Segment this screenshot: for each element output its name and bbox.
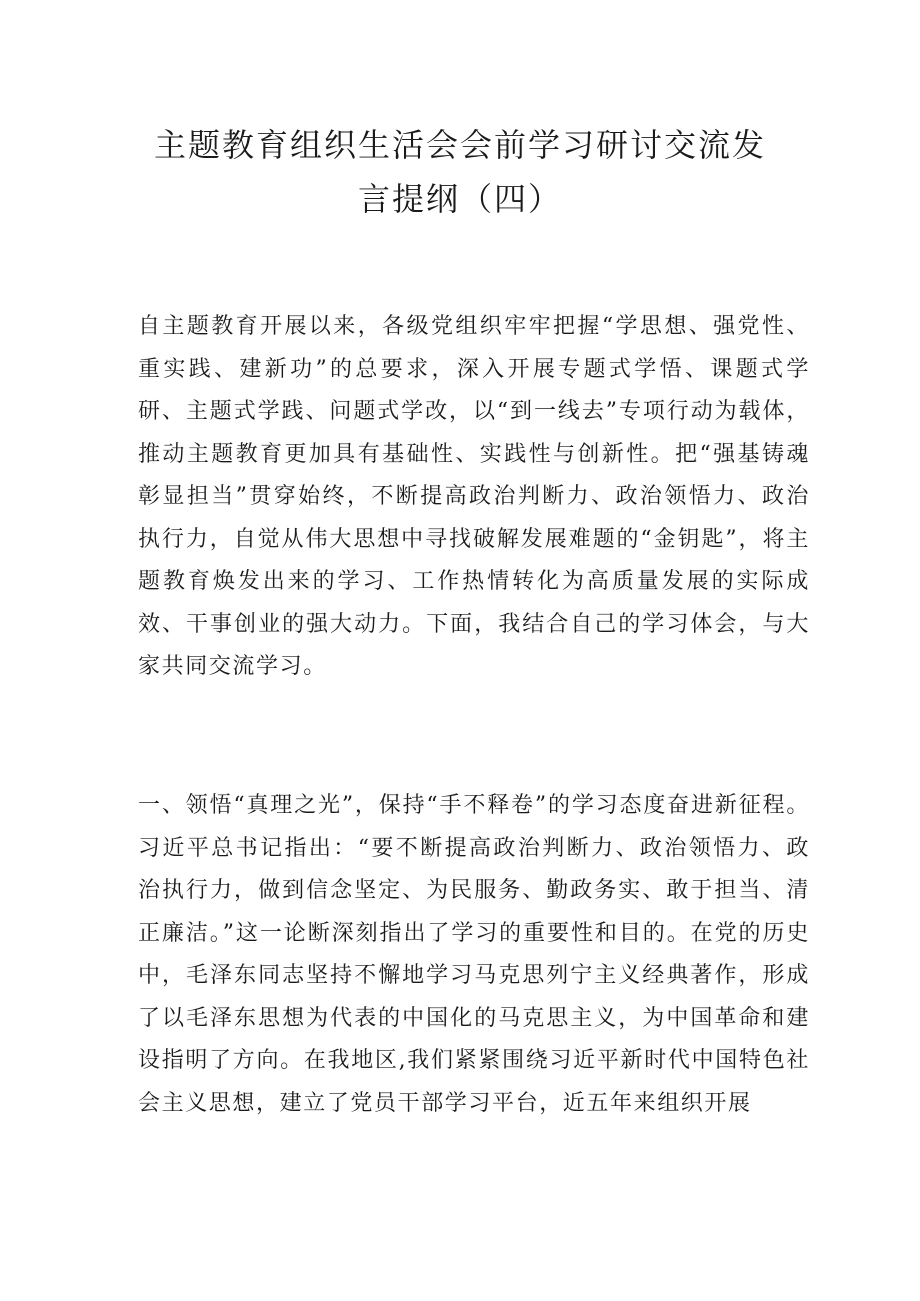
section-one-paragraph: 一、领悟“真理之光”，保持“手不释卷”的学习态度奋进新征程。习近平总书记指出：“要不断提高政治判断力、政治领悟力、政治执行力，做到信念坚定、为民服务、勤政务实、敢于担当、清正廉洁。”这一论断深刻指出了学习的重要性和目的。在党的历史中，毛泽东同志坚持不懈地学习马克思列宁主义经典著作，形成了以毛泽东思想为代表的中国化的马克思主义，为中国革命和建设指明了方向。在我地区,我们紧紧围绕习近平新时代中国特色社会主义思想，建立了党员干部学习平台，近五年来组织开展 [138, 793, 810, 1116]
title-line-2: 言提纲（四） [357, 180, 562, 218]
intro-paragraph: 自主题教育开展以来，各级党组织牢牢把握“学思想、强党性、重实践、建新功”的总要求，深入开展专题式学悟、课题式学研、主题式学践、问题式学改，以“到一线去”专项行动为载体，推动主题教育更加具有基础性、实践性与创新性。把“强基铸魂彰显担当”贯穿始终，不断提高政治判断力、政治领悟力、政治执行力，自觉从伟大思想中寻找破解发展难题的“金钥匙”，将主题教育焕发出来的学习、工作热情转化为高质量发展的实际成效、干事创业的强大动力。下面，我结合自己的学习体会，与大家共同交流学习。 [138, 314, 810, 679]
title-line-1: 主题教育组织生活会会前学习研讨交流发 [153, 126, 766, 164]
document-title [120, 118, 800, 226]
